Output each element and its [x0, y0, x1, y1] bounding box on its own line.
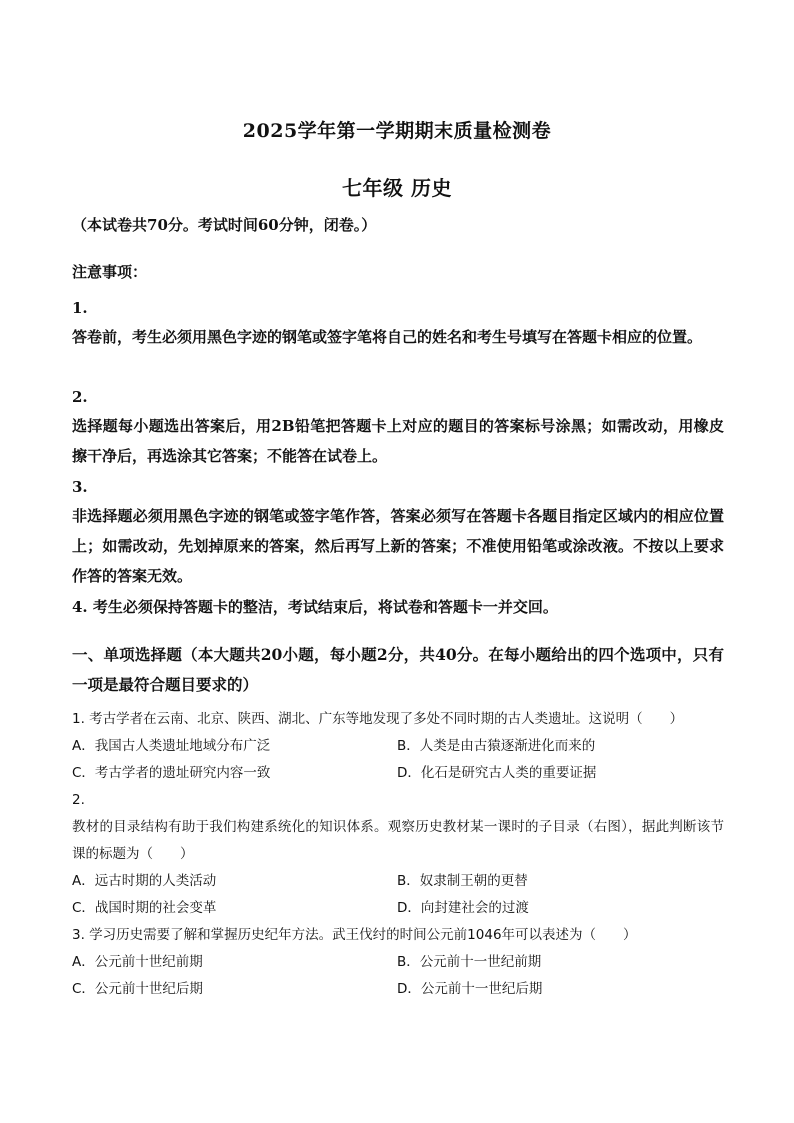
notice-item-text: 4. 考生必须保持答题卡的整洁，考试结束后，将试卷和答题卡一并交回。: [72, 598, 558, 616]
notice-heading: 注意事项：: [72, 263, 148, 281]
option-b: B．奴隶制王朝的更替: [397, 873, 528, 889]
option-b: B．公元前十一世纪前期: [397, 954, 542, 970]
notice-item-text: 非选择题必须用黑色字迹的钢笔或签字笔作答，答案必须写在答题卡各题目指定区域内的相应位置上；如需改动，先划掉原来的答案，然后再写上新的答案；不准使用铅笔或涂改液。不按以上要求作答的答案无效。: [72, 507, 724, 585]
option-a: A．远古时期的人类活动: [72, 873, 217, 889]
option-d: D．向封建社会的过渡: [397, 900, 529, 916]
option-c: C．考古学者的遗址研究内容一致: [72, 765, 271, 781]
option-a: A．我国古人类遗址地域分布广泛: [72, 738, 271, 754]
notice-item-number: 2.: [72, 388, 88, 406]
notice-item-number: 1.: [72, 299, 88, 317]
section-heading: 一、单项选择题（本大题共20小题，每小题2分，共40分。在每小题给出的四个选项中，只有一项是最符合题目要求的）: [72, 645, 724, 694]
option-d: D．公元前十一世纪后期: [397, 981, 543, 997]
option-b: B．人类是由古猿逐渐进化而来的: [397, 738, 596, 754]
question-stem: 1. 考古学者在云南、北京、陕西、湖北、广东等地发现了多处不同时期的古人类遗址。这说明（ ）: [72, 711, 684, 727]
question-stem: 3. 学习历史需要了解和掌握历史纪年方法。武王伐纣的时间公元前1046年可以表述为（ ）: [72, 927, 637, 943]
notice-item-text: 选择题每小题选出答案后，用2B铅笔把答题卡上对应的题目的答案标号涂黑；如需改动，用橡皮擦干净后，再选涂其它答案；不能答在试卷上。: [72, 417, 724, 465]
exam-info: （本试卷共70分。考试时间60分钟，闭卷。）: [72, 216, 377, 234]
exam-title: 2025学年第一学期期末质量检测卷: [242, 120, 552, 142]
notice-item-text: 答卷前，考生必须用黑色字迹的钢笔或签字笔将自己的姓名和考生号填写在答题卡相应的位置。: [72, 328, 703, 346]
notice-item-number: 3.: [72, 478, 88, 496]
option-c: C．战国时期的社会变革: [72, 900, 217, 916]
option-d: D．化石是研究古人类的重要证据: [397, 765, 597, 781]
exam-subject: 七年级 历史: [342, 176, 452, 200]
option-c: C．公元前十世纪后期: [72, 981, 203, 997]
question-stem: 教材的目录结构有助于我们构建系统化的知识体系。观察历史教材某一课时的子目录（右图），据此判断该节课的标题为（ ）: [72, 819, 724, 862]
option-a: A．公元前十世纪前期: [72, 954, 203, 970]
question-number: 2.: [72, 792, 85, 808]
